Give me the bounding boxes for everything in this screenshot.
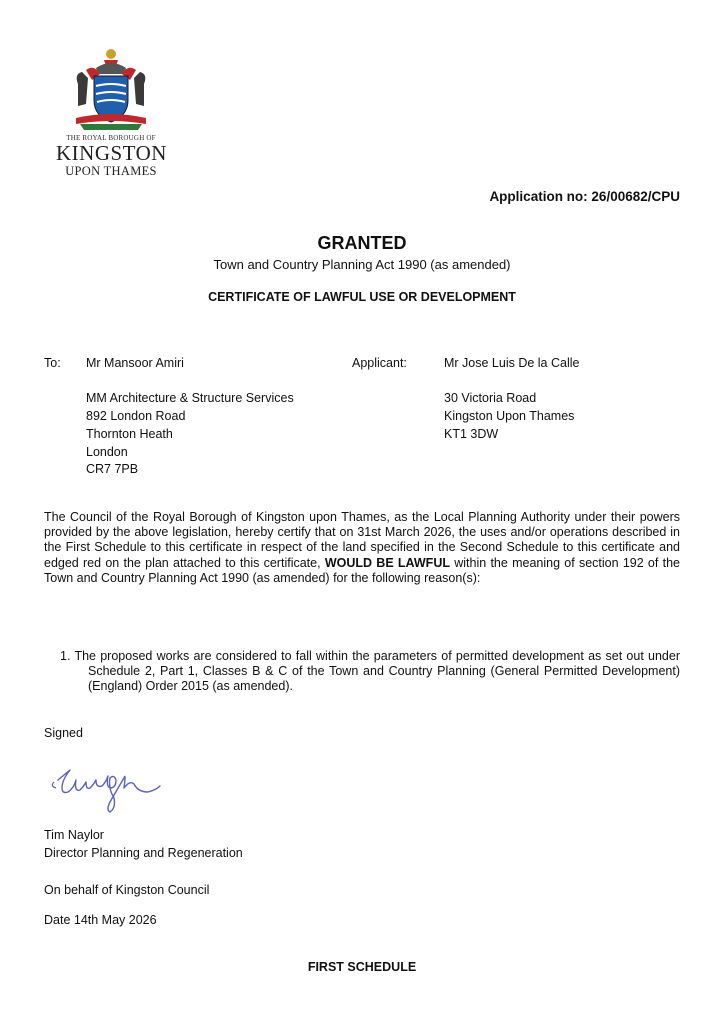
agent-address-block bbox=[86, 355, 294, 479]
decision-status: GRANTED bbox=[317, 233, 407, 253]
logo-text-kingston: KINGSTON bbox=[56, 141, 167, 165]
agent-address-line: MM Architecture & Structure Services bbox=[86, 391, 294, 406]
council-logo bbox=[56, 40, 166, 188]
to-label: To: bbox=[44, 356, 61, 370]
logo-text-upon-thames: UPON THAMES bbox=[65, 164, 157, 178]
applicant-address-line: 30 Victoria Road bbox=[444, 391, 537, 406]
agent-name: Mr Mansoor Amiri bbox=[86, 356, 184, 370]
reason-item bbox=[44, 649, 680, 695]
applicant-name: Mr Jose Luis De la Calle bbox=[444, 356, 580, 370]
agent-address-line: London bbox=[86, 444, 128, 459]
decision-date: Date 14th May 2026 bbox=[44, 913, 157, 927]
applicant-address-block bbox=[444, 355, 579, 444]
lawful-emphasis: WOULD BE LAWFUL bbox=[324, 555, 450, 570]
signature-image bbox=[44, 758, 174, 818]
first-schedule-heading: FIRST SCHEDULE bbox=[307, 960, 417, 974]
agent-address-line: 892 London Road bbox=[86, 409, 186, 424]
application-number: Application no: 26/00682/CPU bbox=[489, 189, 680, 204]
applicant-label: Applicant: bbox=[352, 356, 407, 370]
coat-of-arms-icon bbox=[66, 44, 156, 132]
signer-name: Tim Naylor bbox=[44, 828, 104, 842]
certification-text-continued: within the meaning of section 192 of the Town and Country Planning Act 1990 (as amended) for the following reason(s): bbox=[44, 555, 680, 585]
reason-number: 1. bbox=[60, 649, 71, 663]
signed-label: Signed bbox=[44, 726, 83, 740]
agent-address-line: Thornton Heath bbox=[86, 426, 173, 441]
on-behalf-of: On behalf of Kingston Council bbox=[44, 883, 210, 897]
certification-paragraph bbox=[44, 510, 680, 586]
reason-text: The proposed works are considered to fall within the parameters of permitted development as set out under Schedule 2, Part 1, Classes B & C of the Town and Country Planning (General Permitted Development) (England) Order 2015 (as amended). bbox=[74, 649, 680, 694]
certification-text: The Council of the Royal Borough of Kingston upon Thames, as the Local Planning Authority under their powers provided by the above legislation, hereby certify that on 31st March 2026, the uses and/or operations described in the First Schedule to this certificate in respect of the land specified in the Second Schedule to this certificate and edged red on the plan attached to this certificate, bbox=[44, 510, 680, 570]
signer-role: Director Planning and Regeneration bbox=[44, 846, 243, 860]
legislation-title: Town and Country Planning Act 1990 (as amended) bbox=[213, 257, 511, 272]
applicant-address-line: Kingston Upon Thames bbox=[444, 409, 575, 424]
certificate-title: CERTIFICATE OF LAWFUL USE OR DEVELOPMENT bbox=[208, 290, 516, 304]
agent-address-line: CR7 7PB bbox=[86, 462, 139, 477]
applicant-address-line: KT1 3DW bbox=[444, 426, 499, 441]
logo-text-small: THE ROYAL BOROUGH OF bbox=[66, 134, 156, 142]
